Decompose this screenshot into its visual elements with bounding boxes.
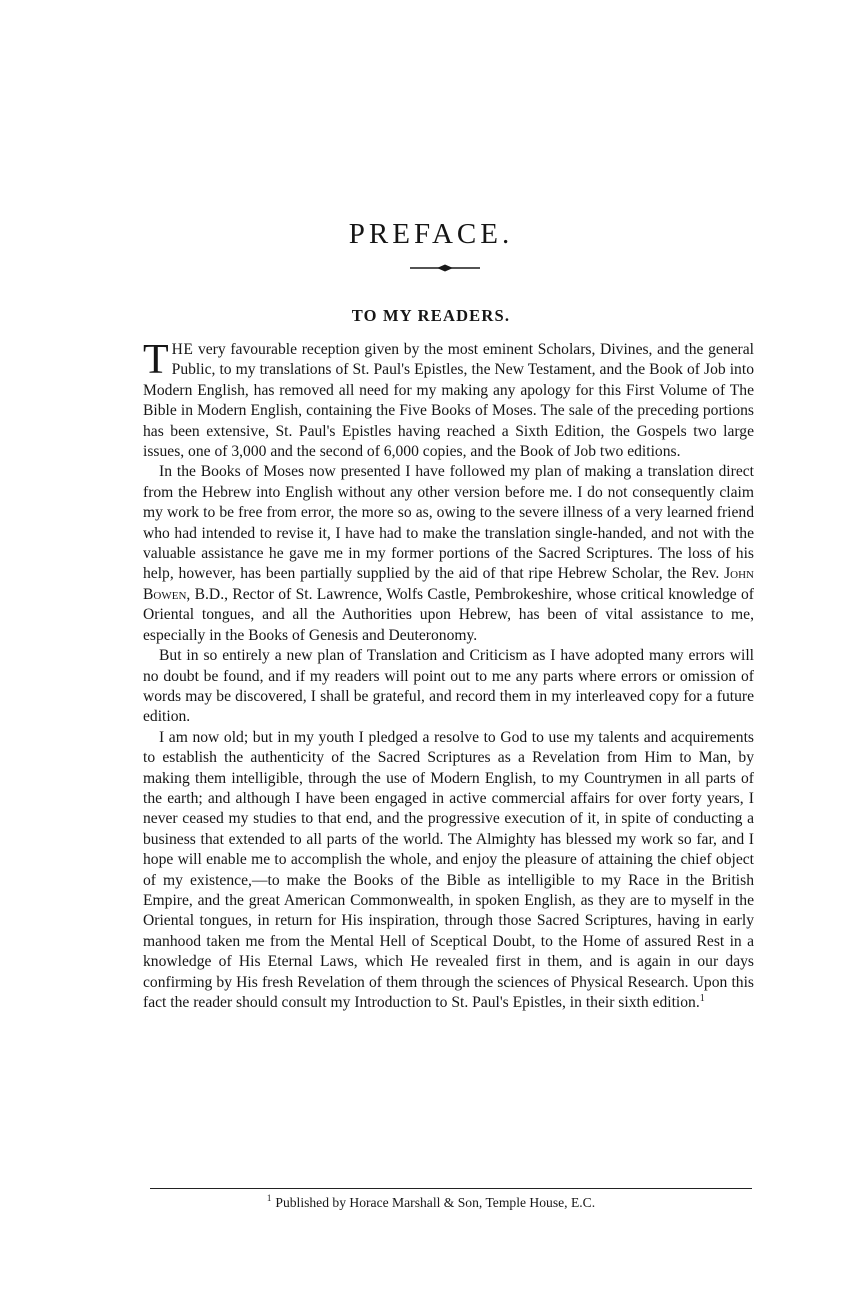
paragraph-2-text-before: In the Books of Moses now presented I have followed my plan of making a translation direct from the Hebrew into English without any other version before me. I do not consequently claim my work to be free from error, the more so as, owing to the severe illness of a very learned friend who had intended to revise it, I have had to make the translation single-handed, and not with the valuable assistance he gave me in my former portions of the Sacred Scriptures. The loss of his help, however, has been partially supplied by the aid of that ripe Hebrew Scholar, the Rev. xyxy=(143,463,754,583)
footnote-rule xyxy=(150,1188,752,1189)
footnote-reference: 1 xyxy=(699,992,705,1004)
ornament-diamond xyxy=(437,265,453,272)
paragraph-4-text: I am now old; but in my youth I pledged a resolve to God to use my talents and acquirements to establish the authenticity of the Sacred Scriptures as a Revelation from Him to Man, by making them intelligible, through the use of Modern English, to my Countrymen in all parts of the earth; and although I have been engaged in active commercial affairs for over forty years, I never ceased my studies to that end, and the progressive execution of it, in spite of conducting a business that extended to all parts of the world. The Almighty has blessed my work so far, and I hope will enable me to accomplish the whole, and enjoy the pleasure of attaining the chief object of my existence,—to make the Books of the Bible as intelligible to my Race in the British Empire, and the great American Commonwealth, in spoken English, as they are to myself in the Oriental tongues, in return for His inspiration, through those Sacred Scriptures, having in early manhood taken me from the Mental Hell of Sceptical Doubt, to the Home of assured Rest in a knowledge of His Eternal Laws, which He revealed first in them, and is again in our days confirming by His fresh Revelation of them through the sciences of Physical Research. Upon this fact the reader should consult my Introduction to St. Paul's Epistles, in their sixth edition. xyxy=(143,728,754,1011)
paragraph-2-text-after: , B.D., Rector of St. Lawrence, Wolfs Castle, Pembrokeshire, whose critical knowledge of Oriental tongues, and all the Authorities upon Hebrew, has been of vital assistance to me, especially in the Books of Genesis and Deuteronomy. xyxy=(143,585,754,644)
paragraph-3-text: But in so entirely a new plan of Translation and Criticism as I have adopted many errors will no doubt be found, and if my readers will point out to me any parts where errors or omission of words may be discovered, I shall be grateful, and record them in my interleaved copy for a future edition. xyxy=(143,647,754,726)
drop-cap: T xyxy=(143,337,169,383)
paragraph-1 xyxy=(143,337,754,462)
paragraph-3 xyxy=(143,646,754,728)
page-title: PREFACE. xyxy=(348,218,514,250)
paragraph-1-text: very favourable reception given by the most eminent Scholars, Divines, and the general Public, to my translations of St. Paul's Epistles, the New Testament, and the Book of Job into Modern English, has removed all need for my making any apology for this First Volume of The Bible in Modern English, containing the Five Books of Moses. The sale of the preceding portions has been extensive, St. Paul's Epistles having reached a Sixth Edition, the Gospels two large issues, one of 3,000 and the second of 6,000 copies, and the Book of Job two editions. xyxy=(143,341,754,461)
preface-body xyxy=(143,337,754,1013)
title-ornament xyxy=(410,262,480,274)
paragraph-2 xyxy=(143,462,754,646)
footnote-marker: 1 xyxy=(266,1193,272,1204)
footnote-text: Published by Horace Marshall & Son, Temple House, E.C. xyxy=(275,1195,596,1210)
section-subtitle: TO MY READERS. xyxy=(351,306,511,325)
paragraph-1-lead: HE xyxy=(171,341,194,358)
footnote xyxy=(0,1194,862,1212)
scholar-name: John Bowen xyxy=(143,565,754,603)
paragraph-4 xyxy=(143,728,754,1014)
